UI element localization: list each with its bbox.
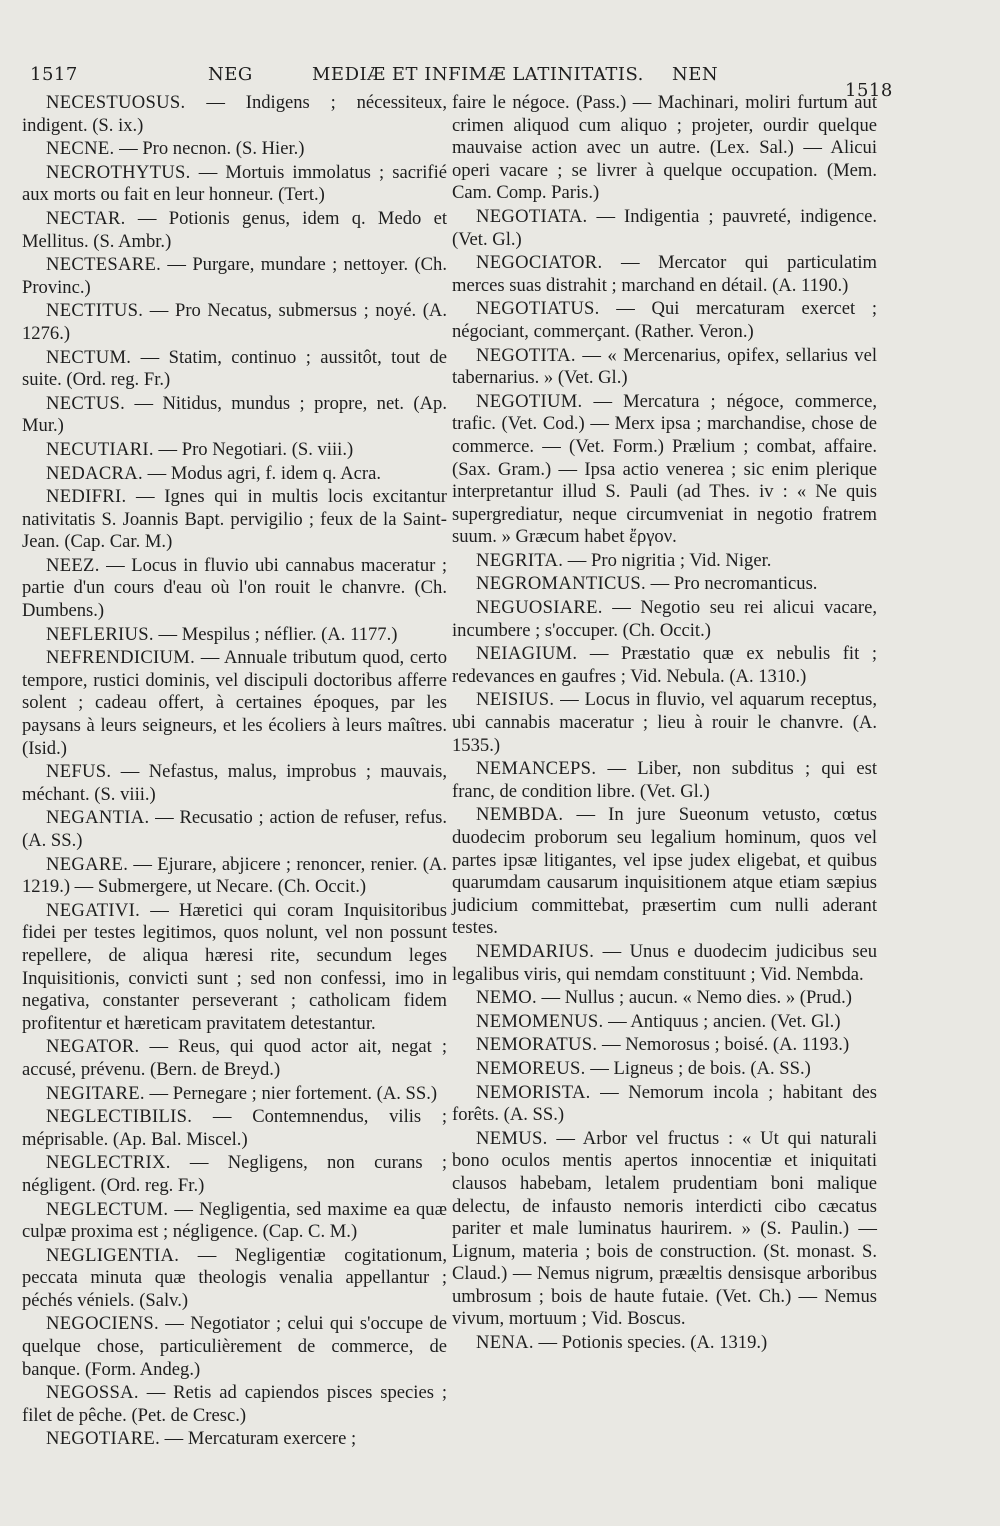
- entry-definition: — Pro Necatus, submersus ; noyé. (A. 1276.): [22, 300, 447, 344]
- entry-definition: — Pro necnon. (S. Hier.): [114, 138, 305, 160]
- entry-definition: — Arbor vel fructus : « Ut qui naturali bono oculos mentis apertos innocentiæ et iniquitati clausos habebam, letalem prudentiam boni malique delectu, de infausto nemoris interdicti cibo cæcatus pariter et male luminatus haurirem. » (S. Paulin.) — Lignum, materia ; bois de construction. (St. monast. S. Claud.) — Nemus nigrum, prææltis densisque arboribus umbrosum ; bois de haute futaie. (Vet. Ch.) — Nemus vivum, mortuum ; Vid. Boscus.: [452, 1127, 877, 1330]
- dictionary-entry: [452, 391, 877, 549]
- entry-headword: NEGOTIATA.: [476, 205, 588, 227]
- dictionary-entry: [452, 1011, 877, 1034]
- dictionary-entry: [452, 573, 877, 596]
- dictionary-entry: [22, 1083, 447, 1106]
- dictionary-entry: [452, 1058, 877, 1081]
- entry-definition: — Nitidus, mundus ; propre, net. (Ap. Mur.): [22, 392, 447, 437]
- entry-headword: NEGARE.: [46, 853, 129, 875]
- entry-definition: — Reus, qui quod actor ait, negat ; accusé, prévenu. (Bern. de Breyd.): [22, 1036, 447, 1080]
- dictionary-entry: [22, 138, 447, 161]
- running-head-right: NEN: [672, 64, 719, 85]
- dictionary-entry: [22, 463, 447, 486]
- entry-headword: NEMUS.: [476, 1127, 548, 1149]
- dictionary-entry: [22, 347, 447, 392]
- entry-headword: NEGLECTRIX.: [46, 1152, 171, 1174]
- dictionary-entry: [22, 555, 447, 623]
- entry-definition: — Annuale tributum quod, certo tempore, rustici dominis, vel discipuli doctoribus afferre solent ; cadeau offert, à certaines époques, par les paysans à leurs seigneurs, et les écoliers à leurs maîtres. (Isid.): [22, 647, 447, 759]
- entry-headword: NEDACRA.: [46, 462, 143, 484]
- entry-definition: — Pro nigritia ; Vid. Niger.: [563, 549, 772, 571]
- entry-headword: NEGOTIATUS.: [476, 298, 600, 320]
- dictionary-entry: [22, 1428, 447, 1451]
- entry-definition: — Unus e duodecim judicibus seu legalibus viris, qui nemdam constituunt ; Vid. Nembda.: [452, 940, 877, 985]
- entry-definition: — Qui mercaturam exercet ; négociant, commerçant. (Rather. Veron.): [452, 298, 877, 342]
- entry-definition: — Statim, continuo ; aussitôt, tout de suite. (Ord. reg. Fr.): [22, 346, 447, 391]
- entry-definition: — Contemnendus, vilis ; méprisable. (Ap. Bal. Miscel.): [22, 1106, 447, 1150]
- entry-headword: NECROTHYTUS.: [46, 161, 191, 183]
- entry-headword: NEEZ.: [46, 554, 100, 576]
- entry-headword: NEGITARE.: [46, 1082, 145, 1104]
- entry-headword: NECNE.: [46, 138, 115, 160]
- dictionary-entry: [22, 92, 447, 137]
- entry-headword: NEISIUS.: [476, 689, 555, 711]
- entry-headword: NECTUM.: [46, 346, 132, 368]
- entry-definition: — Liber, non subditus ; qui est franc, de condition libre. (Vet. Gl.): [452, 758, 877, 802]
- dictionary-entry: [452, 92, 877, 205]
- dictionary-entry: [452, 941, 877, 986]
- left-column: [22, 92, 447, 1452]
- entry-definition: — Negligentiæ cogitationum, peccata minuta quæ theologis venalia appellantur ; péchés véniels. (Salv.): [22, 1244, 447, 1311]
- entry-headword: NEGATIVI.: [46, 899, 141, 921]
- entry-definition: — Indigentia ; pauvreté, indigence. (Vet. Gl.): [452, 205, 877, 250]
- dictionary-entry: [22, 1313, 447, 1381]
- dictionary-entry: [22, 900, 447, 1036]
- entry-headword: NEDIFRI.: [46, 486, 127, 508]
- entry-definition: — Locus in fluvio, vel aquarum receptus, ubi cannabis maceratur ; lieu à rouir le chanvre. (A. 1535.): [452, 689, 877, 756]
- entry-definition: — Mespilus ; néflier. (A. 1177.): [153, 623, 398, 645]
- entry-headword: NEMDARIUS.: [476, 940, 595, 962]
- dictionary-entry: [452, 1034, 877, 1057]
- running-head-left: NEG: [208, 64, 253, 85]
- entry-definition: — Præstatio quæ ex nebulis fit ; redevances en gaufres ; Vid. Nebula. (A. 1310.): [452, 643, 877, 687]
- entry-definition: — Nemorosus ; boisé. (A. 1193.): [597, 1034, 850, 1056]
- page-number-left: 1517: [30, 64, 78, 85]
- entry-definition: — Potionis species. (A. 1319.): [533, 1332, 768, 1354]
- dictionary-entry: [452, 1082, 877, 1127]
- right-column: [452, 92, 877, 1356]
- dictionary-entry: [22, 1106, 447, 1151]
- entry-definition: — Nemorum incola ; habitant des forêts. (A. SS.): [452, 1081, 877, 1126]
- dictionary-entry: [22, 162, 447, 207]
- entry-definition: — Purgare, mundare ; nettoyer. (Ch. Provinc.): [22, 254, 447, 298]
- entry-headword: NEMORISTA.: [476, 1081, 591, 1103]
- entry-headword: NEGOSSA.: [46, 1382, 139, 1404]
- entry-definition: — Recusatio ; action de refuser, refus. (A. SS.): [22, 807, 447, 851]
- entry-headword: NEGOTIARE.: [46, 1428, 161, 1450]
- entry-definition: — Locus in fluvio ubi cannabus maceratur ; partie d'un cours d'eau où l'on rouit le chanvre. (Ch. Dumbens.): [22, 554, 447, 622]
- dictionary-entry: [22, 486, 447, 554]
- entry-headword: NEGOTITA.: [476, 344, 576, 366]
- page-number-right: 1518: [845, 80, 893, 101]
- entry-definition: — Antiquus ; ancien. (Vet. Gl.): [603, 1010, 841, 1032]
- entry-headword: NECTUS.: [46, 392, 126, 414]
- entry-headword: NECTESARE.: [46, 254, 162, 276]
- dictionary-entry: [22, 761, 447, 806]
- entry-definition: — Indigens ; nécessiteux, indigent. (S. ix.): [22, 92, 447, 136]
- dictionary-entry: [22, 393, 447, 438]
- entry-definition: — Mortuis immolatus ; sacrifié aux morts ou fait en leur honneur. (Tert.): [22, 161, 447, 206]
- entry-definition: — Negotiator ; celui qui s'occupe de quelque chose, particulièrement de commerce, de banque. (Form. Andeg.): [22, 1313, 447, 1380]
- entry-headword: NEMOMENUS.: [476, 1010, 604, 1032]
- dictionary-entry: [452, 298, 877, 343]
- entry-definition: — Pro necromanticus.: [646, 573, 818, 595]
- entry-headword: NEMANCEPS.: [476, 758, 597, 780]
- entry-headword: NECESTUOSUS.: [46, 92, 186, 113]
- dictionary-entry: [452, 252, 877, 297]
- dictionary-entry: [22, 439, 447, 462]
- dictionary-entry: [22, 1245, 447, 1313]
- dictionary-entry: [22, 854, 447, 899]
- entry-definition: — Pro Negotiari. (S. viii.): [153, 438, 354, 460]
- entry-definition: — Potionis genus, idem q. Medo et Mellitus. (S. Ambr.): [22, 207, 447, 252]
- entry-definition: — Mercatura ; négoce, commerce, trafic. (Vet. Cod.) — Merx ipsa ; marchandise, chose de commerce. — (Vet. Form.) Prælium ; combat, affaire. (Sax. Gram.) — Ipsa actio venerea ; sic enim plerique interpretantur illud S. Pauli (ad Thes. iv : « Ne quis supergrediatur, neque circumveniat in negotio fratrem suum. » Græcum habet ἔργον.: [452, 390, 877, 548]
- entry-headword: NECTAR.: [46, 207, 126, 229]
- entry-headword: NEGOTIUM.: [476, 390, 583, 412]
- entry-definition: — Retis ad capiendos pisces species ; filet de pêche. (Pet. de Cresc.): [22, 1382, 447, 1426]
- entry-headword: NEFRENDICIUM.: [46, 647, 196, 669]
- dictionary-entry: [452, 597, 877, 642]
- dictionary-entry: [452, 345, 877, 390]
- entry-definition: — Nefastus, malus, improbus ; mauvais, méchant. (S. viii.): [22, 761, 447, 805]
- entry-definition: — Nullus ; aucun. « Nemo dies. » (Prud.): [536, 987, 852, 1009]
- entry-headword: NEFUS.: [46, 761, 112, 783]
- dictionary-entry: [452, 804, 877, 940]
- entry-definition: — Mercator qui particulatim merces suas distrahit ; marchand en détail. (A. 1190.): [452, 252, 877, 296]
- dictionary-entry: [22, 807, 447, 852]
- entry-headword: NENA.: [476, 1332, 534, 1354]
- entry-headword: NEGRITA.: [476, 549, 564, 571]
- entry-headword: NEGLECTIBILIS.: [46, 1106, 193, 1128]
- entry-definition: — Hæretici qui coram Inquisitoribus fidei per testes legitimos, quos nolunt, vel non possunt repellere, de aliqua hæresi rite, secundum leges Inquisitionis, convicti sunt ; sed non confessi, imo in negativa, constanter perseverant ; catholicam fidem profitentur et hæreticam pravitatem detestantur.: [22, 899, 447, 1034]
- dictionary-entry: [452, 689, 877, 757]
- dictionary-entry: [22, 1382, 447, 1427]
- entry-headword: NEGOCIATOR.: [476, 252, 603, 274]
- entry-definition: — Negligens, non curans ; négligent. (Ord. reg. Fr.): [22, 1152, 447, 1196]
- dictionary-entry: [22, 1199, 447, 1244]
- entry-headword: NEGOCIENS.: [46, 1313, 160, 1335]
- entry-definition: — Ligneus ; de bois. (A. SS.): [585, 1057, 811, 1079]
- dictionary-entry: [452, 643, 877, 688]
- dictionary-entry: [452, 206, 877, 251]
- entry-headword: NEGLECTUM.: [46, 1198, 169, 1220]
- entry-definition: — Negotio seu rei alicui vacare, incumbere ; s'occuper. (Ch. Occit.): [452, 597, 877, 641]
- dictionary-entry: [22, 647, 447, 760]
- entry-headword: NECUTIARI.: [46, 438, 154, 460]
- entry-headword: NEFLERIUS.: [46, 623, 154, 645]
- entry-definition: — Modus agri, f. idem q. Acra.: [142, 462, 381, 484]
- entry-definition: — Negligentia, sed maxime ea quæ culpæ proxima est ; négligence. (Cap. C. M.): [22, 1198, 447, 1243]
- entry-definition: — Pernegare ; nier fortement. (A. SS.): [144, 1082, 438, 1104]
- dictionary-entry: [22, 624, 447, 647]
- entry-definition: — « Mercenarius, opifex, sellarius vel tabernarius. » (Vet. Gl.): [452, 344, 877, 389]
- entry-headword: NEGROMANTICUS.: [476, 573, 647, 595]
- dictionary-entry: [22, 300, 447, 345]
- entry-headword: NEGATOR.: [46, 1036, 140, 1058]
- entry-headword: NEMO.: [476, 987, 537, 1009]
- entry-definition: — In jure Sueonum vetusto, cœtus duodecim proborum seu legalium hominum, quos vel partes ipsæ litigantes, vel ipse judex eligebat, et quibus quarumdam causarum inquisitionem atque etiam sæpius judicium committebat, præsertim cum nulli aderant testes.: [452, 804, 877, 939]
- entry-headword: NEIAGIUM.: [476, 643, 578, 665]
- entry-headword: NEMBDA.: [476, 804, 564, 826]
- dictionary-entry: [22, 1152, 447, 1197]
- entry-definition: — Mercaturam exercere ;: [160, 1428, 357, 1450]
- entry-headword: NEGANTIA.: [46, 807, 150, 829]
- dictionary-entry: [452, 758, 877, 803]
- dictionary-entry: [22, 208, 447, 253]
- entry-definition: faire le négoce. (Pass.) — Machinari, moliri furtum aut crimen aliquod cum aliquo ; projeter, ourdir quelque mauvaise action avec un autre. (Lex. Sal.) — Alicui operi vacare ; se livrer à quelque occupation. (Mem. Cam. Comp. Paris.): [452, 92, 877, 204]
- entry-headword: NEMORATUS.: [476, 1034, 598, 1056]
- dictionary-entry: [452, 1332, 877, 1355]
- entry-headword: NEMOREUS.: [476, 1057, 586, 1079]
- dictionary-entry: [452, 550, 877, 573]
- dictionary-entry: [22, 254, 447, 299]
- entry-definition: — Ejurare, abjicere ; renoncer, renier. (A. 1219.) — Submergere, ut Necare. (Ch. Occit.): [22, 853, 447, 898]
- dictionary-entry: [452, 987, 877, 1010]
- dictionary-entry: [22, 1036, 447, 1081]
- running-title: MEDIÆ ET INFIMÆ LATINITATIS.: [312, 64, 644, 85]
- entry-headword: NEGLIGENTIA.: [46, 1244, 180, 1266]
- entry-headword: NEGUOSIARE.: [476, 597, 603, 619]
- entry-headword: NECTITUS.: [46, 300, 144, 322]
- dictionary-entry: [452, 1128, 877, 1331]
- entry-definition: — Ignes qui in multis locis excitantur nativitatis S. Joannis Bapt. pervigilio ; feux de la Saint-Jean. (Cap. Car. M.): [22, 486, 447, 553]
